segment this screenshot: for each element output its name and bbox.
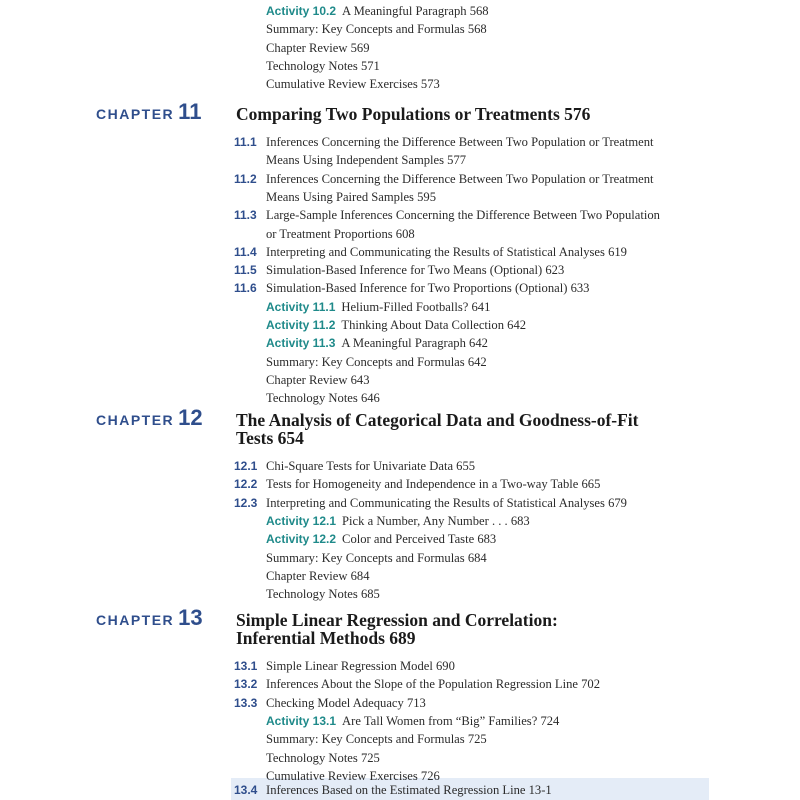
activity-label: Activity 12.2 bbox=[266, 532, 337, 547]
section-entry[interactable] bbox=[266, 206, 660, 224]
toc-text: Technology Notes 646 bbox=[266, 391, 380, 406]
section-entry[interactable] bbox=[266, 675, 600, 693]
section-number bbox=[234, 243, 263, 261]
activity-label: Activity 10.2 bbox=[266, 4, 337, 18]
chapter-title-text: The Analysis of Categorical Data and Goodness-of-Fit bbox=[236, 410, 639, 430]
chapter-extra-entry[interactable] bbox=[266, 549, 487, 567]
toc-text: Are Tall Women from “Big” Families? 724 bbox=[342, 713, 560, 728]
section-entry[interactable] bbox=[266, 261, 564, 279]
section-entry[interactable] bbox=[266, 151, 466, 169]
activity-label: Activity 13.1 bbox=[266, 713, 337, 728]
toc-text: Summary: Key Concepts and Formulas 642 bbox=[266, 354, 487, 369]
chapter-label: CHAPTER bbox=[96, 412, 175, 428]
section-title: Inferences Based on the Estimated Regression Line 13-1 bbox=[266, 783, 552, 797]
section-number-text: 13.3 bbox=[234, 695, 258, 710]
section-entry[interactable] bbox=[266, 279, 589, 297]
section-entry[interactable] bbox=[266, 243, 627, 261]
chapter-title bbox=[236, 105, 590, 123]
chapter-extra-entry[interactable] bbox=[266, 371, 370, 389]
chapter-extra-entry[interactable] bbox=[266, 585, 380, 603]
toc-line bbox=[266, 20, 487, 38]
section-title: Inferences About the Slope of the Population Regression Line 702 bbox=[266, 677, 601, 692]
chapter-number: 12 bbox=[178, 405, 203, 430]
toc-text: Pick a Number, Any Number . . . 683 bbox=[342, 513, 530, 528]
section-title: Simulation-Based Inference for Two Proportions (Optional) 633 bbox=[266, 281, 590, 296]
chapter-title bbox=[236, 429, 304, 447]
section-number-text: 11.2 bbox=[234, 171, 257, 186]
toc-line bbox=[266, 57, 380, 75]
section-title: Tests for Homogeneity and Independence in a Two-way Table 665 bbox=[266, 477, 601, 492]
toc-text: Chapter Review 569 bbox=[266, 40, 370, 55]
chapter-extra-entry[interactable] bbox=[266, 730, 487, 748]
chapter-title bbox=[236, 411, 639, 429]
chapter-label: CHAPTER bbox=[96, 612, 175, 628]
section-number bbox=[234, 133, 263, 151]
chapter-heading bbox=[96, 101, 201, 125]
section-number-text: 11.1 bbox=[234, 135, 257, 149]
toc-line bbox=[266, 39, 370, 57]
chapter-title-text: Inferential Methods 689 bbox=[236, 628, 416, 648]
section-title: Interpreting and Communicating the Results of Statistical Analyses 679 bbox=[266, 495, 627, 510]
section-number-text: 11.4 bbox=[234, 244, 257, 259]
section-number-text: 12.3 bbox=[234, 495, 258, 510]
toc-text: Technology Notes 725 bbox=[266, 750, 380, 765]
chapter-number: 13 bbox=[178, 605, 203, 630]
section-entry[interactable] bbox=[266, 494, 627, 512]
section-title: Inferences Concerning the Difference Between Two Population or Treatment bbox=[266, 171, 654, 186]
section-number-text: 13.2 bbox=[234, 677, 258, 692]
chapter-extra-entry[interactable] bbox=[266, 353, 487, 371]
chapter-extra-entry[interactable] bbox=[266, 749, 380, 767]
chapter-title-text: Simple Linear Regression and Correlation: bbox=[236, 610, 558, 630]
section-number bbox=[234, 279, 263, 297]
chapter-title bbox=[236, 611, 558, 629]
section-title: Simulation-Based Inference for Two Means (Optional) 623 bbox=[266, 263, 565, 278]
activity-label: Activity 11.2 bbox=[266, 318, 336, 332]
toc-text: Technology Notes 571 bbox=[266, 58, 380, 73]
toc-text: Summary: Key Concepts and Formulas 568 bbox=[266, 22, 487, 37]
activity-label: Activity 11.3 bbox=[266, 336, 336, 351]
activity-entry[interactable] bbox=[266, 298, 490, 316]
toc-text: A Meaningful Paragraph 568 bbox=[342, 4, 489, 18]
activity-entry[interactable] bbox=[266, 316, 526, 334]
chapter-number: 11 bbox=[178, 99, 202, 124]
activity-entry[interactable] bbox=[266, 334, 488, 352]
chapter-extra-entry[interactable] bbox=[266, 567, 370, 585]
chapter-title bbox=[236, 629, 416, 647]
chapter-title-text: Tests 654 bbox=[236, 428, 304, 448]
activity-label: Activity 11.1 bbox=[266, 299, 336, 314]
section-title: or Treatment Proportions 608 bbox=[266, 226, 415, 241]
section-number bbox=[234, 457, 263, 475]
chapter-title-text: Comparing Two Populations or Treatments 576 bbox=[236, 104, 591, 124]
chapter-label: CHAPTER bbox=[96, 106, 175, 122]
section-entry[interactable] bbox=[266, 170, 654, 188]
toc-line bbox=[266, 2, 489, 20]
section-entry[interactable] bbox=[266, 133, 654, 151]
toc-text: Cumulative Review Exercises 726 bbox=[266, 768, 440, 783]
activity-entry[interactable] bbox=[266, 712, 559, 730]
section-title: Large-Sample Inferences Concerning the Difference Between Two Population bbox=[266, 208, 660, 223]
section-entry[interactable] bbox=[266, 475, 600, 493]
section-title: Interpreting and Communicating the Results of Statistical Analyses 619 bbox=[266, 244, 627, 259]
section-entry[interactable] bbox=[266, 225, 415, 243]
section-number bbox=[234, 657, 263, 675]
toc-line bbox=[266, 75, 440, 93]
section-title: Chi-Square Tests for Univariate Data 655 bbox=[266, 459, 476, 473]
section-number-text: 13.1 bbox=[234, 659, 258, 673]
section-number-text: 11.5 bbox=[234, 263, 257, 278]
chapter-heading bbox=[96, 407, 203, 431]
section-number bbox=[234, 261, 263, 279]
section-entry[interactable] bbox=[266, 457, 475, 475]
section-number-text: 11.6 bbox=[234, 281, 257, 296]
toc-text: A Meaningful Paragraph 642 bbox=[341, 336, 488, 351]
section-entry[interactable] bbox=[266, 657, 455, 675]
activity-entry[interactable] bbox=[266, 512, 530, 530]
toc-text: Chapter Review 684 bbox=[266, 568, 370, 583]
section-number bbox=[234, 494, 263, 512]
chapter-extra-entry[interactable] bbox=[266, 389, 380, 407]
activity-entry[interactable] bbox=[266, 530, 496, 548]
toc-text: Helium-Filled Footballs? 641 bbox=[341, 299, 491, 314]
toc-text: Summary: Key Concepts and Formulas 725 bbox=[266, 732, 487, 747]
section-title: Inferences Concerning the Difference Between Two Population or Treatment bbox=[266, 135, 654, 149]
section-number bbox=[234, 694, 263, 712]
section-number bbox=[234, 781, 263, 799]
section-entry[interactable] bbox=[266, 694, 426, 712]
section-entry[interactable] bbox=[266, 188, 436, 206]
section-number-text: 12.1 bbox=[234, 459, 258, 473]
section-title: Simple Linear Regression Model 690 bbox=[266, 659, 455, 673]
section-number-text: 12.2 bbox=[234, 477, 258, 492]
chapter-heading bbox=[96, 607, 203, 631]
toc-text: Thinking About Data Collection 642 bbox=[341, 318, 527, 332]
section-number bbox=[234, 170, 263, 188]
toc-text: Technology Notes 685 bbox=[266, 587, 380, 602]
section-number bbox=[234, 475, 263, 493]
section-number-text: 11.3 bbox=[234, 208, 257, 223]
section-title: Means Using Paired Samples 595 bbox=[266, 189, 436, 204]
toc-text: Color and Perceived Taste 683 bbox=[342, 532, 497, 547]
toc-text: Cumulative Review Exercises 573 bbox=[266, 77, 440, 92]
activity-label: Activity 12.1 bbox=[266, 513, 337, 528]
section-number-text: 13.4 bbox=[234, 783, 258, 797]
toc-text: Chapter Review 643 bbox=[266, 372, 370, 387]
section-title: Means Using Independent Samples 577 bbox=[266, 153, 467, 168]
section-number bbox=[234, 206, 263, 224]
section-entry-highlighted[interactable] bbox=[266, 781, 552, 799]
section-title: Checking Model Adequacy 713 bbox=[266, 695, 426, 710]
toc-text: Summary: Key Concepts and Formulas 684 bbox=[266, 550, 487, 565]
section-number bbox=[234, 675, 263, 693]
